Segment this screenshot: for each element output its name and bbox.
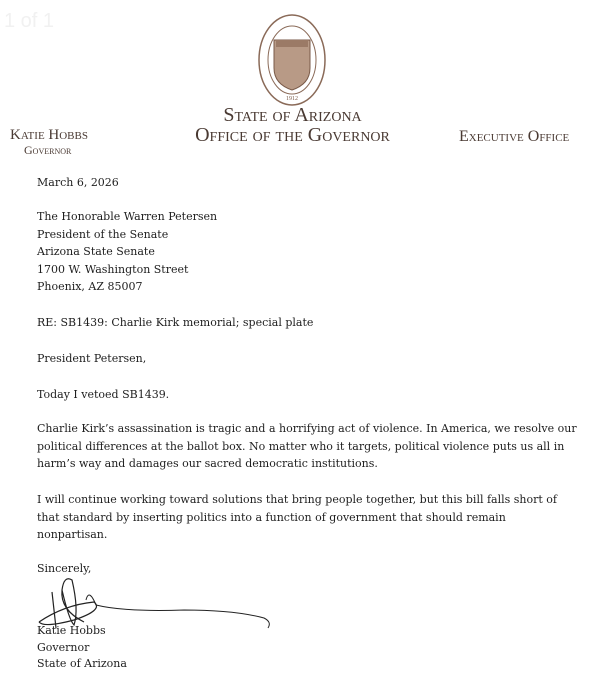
paragraph (37, 491, 557, 544)
signer-title: Governor (37, 640, 90, 654)
paragraph-line: I will continue working toward solutions that bring people together, but this bill falls short of (37, 493, 558, 506)
state-seal-logo (256, 12, 328, 108)
paragraph: Today I vetoed SB1439. (37, 388, 170, 401)
signer-state: State of Arizona (37, 657, 127, 670)
subject-line: RE: SB1439: Charlie Kirk memorial; special plate (37, 316, 314, 329)
recipient-address (37, 208, 217, 296)
paragraph-line: harm’s way and damages our sacred democratic institutions. (37, 457, 378, 471)
letterhead-governor-name: Katie Hobbs (10, 127, 88, 143)
address-line: President of the Senate (37, 227, 169, 241)
letterhead-governor-title: Governor (24, 143, 72, 157)
paragraph-line: that standard by inserting politics into a function of government that should remain (37, 510, 506, 524)
paragraph-line: political differences at the ballot box. No matter who it targets, political violence puts us all in (37, 439, 565, 453)
address-line: Arizona State Senate (37, 245, 155, 259)
signature-image (34, 570, 274, 630)
letterhead-office: Office of the Governor (195, 124, 390, 146)
salutation: President Petersen, (37, 352, 147, 365)
address-line: 1700 W. Washington Street (37, 262, 189, 276)
closing: Sincerely, (37, 562, 92, 575)
address-line: The Honorable Warren Petersen (37, 210, 218, 223)
address-line: Phoenix, AZ 85007 (37, 280, 143, 294)
paragraph (37, 420, 577, 473)
page-count-watermark: 1 of 1 (4, 10, 55, 32)
signature-block (37, 623, 127, 673)
letter-date: March 6, 2026 (37, 176, 119, 189)
letterhead-executive-office: Executive Office (459, 128, 570, 145)
paragraph-line: Charlie Kirk’s assassination is tragic and a horrifying act of violence. In America, we resolve our (37, 422, 577, 435)
letterhead-state: State of Arizona (223, 104, 362, 126)
svg-text:1912: 1912 (286, 96, 298, 102)
signer-name: Katie Hobbs (37, 624, 106, 637)
paragraph-line: nonpartisan. (37, 528, 108, 542)
